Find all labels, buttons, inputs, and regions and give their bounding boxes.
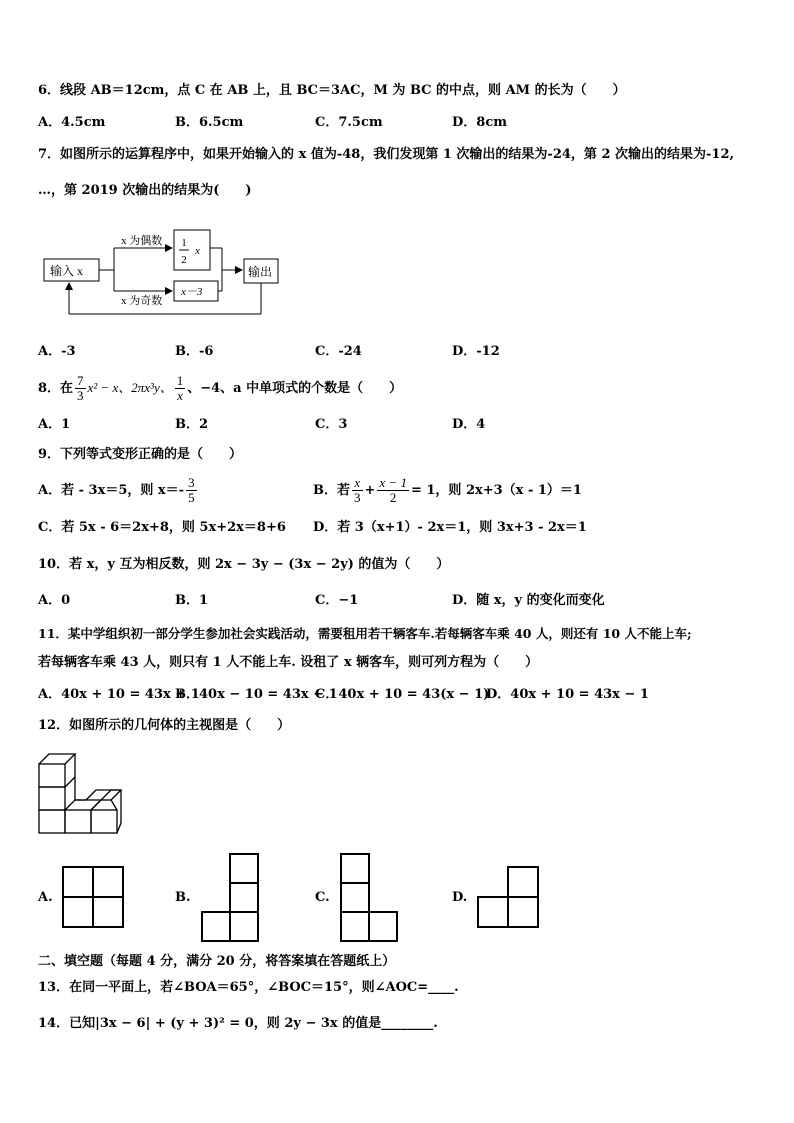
q7-stem-line1: 7．如图所示的运算程序中，如果开始输入的 x 值为-48，我们发现第 1 次输出的结果为-24，第 2 次输出的结果为-12, — [38, 147, 735, 162]
q10-stem: 10．若 x，y 互为相反数，则 2x − 3y − (3x − 2y) 的值为（ ） — [38, 557, 450, 572]
q6-stem: 6．线段 AB＝12cm，点 C 在 AB 上，且 BC＝3AC，M 为 BC 的中点，则 AM 的长为（ ） — [38, 83, 626, 98]
q13-stem: 13．在同一平面上，若∠BOA＝65°，∠BOC＝15°，则∠AOC=____. — [38, 980, 459, 995]
output-box — [244, 259, 278, 283]
q9-stem: 9．下列等式变形正确的是（ ） — [38, 447, 243, 462]
q12-solid-figure — [36, 750, 126, 836]
minus3-box — [174, 281, 218, 301]
q11-option-d: D．40x + 10 = 43x − 1 — [486, 687, 649, 702]
q9-option-b: B．若 $\frac{x}{3}$ + $\frac{x - 1}{2}$ = 1，则 2x+3（x - 1）＝1 — [313, 475, 582, 505]
q8-option-b: B．2 — [175, 417, 209, 432]
section2-heading: 二、填空题（每题 4 分，满分 20 分，将答案填在答题纸上） — [38, 954, 396, 969]
input-box — [44, 259, 99, 281]
svg-text:1: 1 — [181, 237, 187, 249]
q10-option-a: A．0 — [38, 593, 71, 608]
q12-label-b: B. — [175, 890, 191, 905]
svg-text:2: 2 — [181, 254, 187, 266]
q9-option-a: A．若 - 3x＝5，则 x＝- $\frac{3}{5}$ — [38, 475, 195, 505]
q11-option-c: C．40x + 10 = 43(x − 1) — [315, 687, 490, 702]
half-box — [174, 230, 210, 270]
svg-text:输出: 输出 — [248, 265, 273, 279]
q12-label-d: D. — [452, 890, 468, 905]
q12-stem: 12．如图所示的几何体的主视图是（ ） — [38, 718, 291, 733]
q7-option-a: A．-3 — [38, 344, 76, 359]
q10-option-d: D．随 x，y 的变化而变化 — [452, 593, 605, 608]
q8-option-d: D．4 — [452, 417, 486, 432]
q11-line2: 若每辆客车乘 43 人，则只有 1 人不能上车. 设租了 x 辆客车，则可列方程为（ ） — [38, 655, 539, 670]
q14-stem: 14．已知|3x − 6| + (y + 3)² = 0，则 2y − 3x 的值是________. — [38, 1016, 438, 1031]
q6-option-b: B．6.5cm — [175, 115, 244, 130]
q8-option-c: C．3 — [315, 417, 348, 432]
q12-option-d-figure — [477, 866, 541, 928]
q11-line1: 11．某中学组织初一部分学生参加社会实践活动，需要租用若干辆客车.若每辆客车乘 40 人，则还有 10 人不能上车; — [38, 626, 692, 641]
q10-option-b: B．1 — [175, 593, 209, 608]
even-label: x 为偶数 — [121, 235, 163, 247]
q9-option-c: C．若 5x - 6＝2x+8，则 5x+2x＝8+6 — [38, 520, 286, 535]
q6-option-a: A．4.5cm — [38, 115, 106, 130]
svg-text:输入 x: 输入 x — [50, 264, 84, 278]
q7-option-b: B．-6 — [175, 344, 214, 359]
q8-frac2: $\frac{1}{x}$ — [176, 373, 184, 403]
q12-option-c-figure — [339, 853, 401, 943]
q12-option-a-figure — [62, 866, 126, 928]
q11-option-a: A．40x + 10 = 43x + 1 — [38, 687, 200, 702]
q8-option-a: A．1 — [38, 417, 71, 432]
svg-text:x: x — [195, 245, 200, 257]
q7-option-d: D．-12 — [452, 344, 500, 359]
q7-option-c: C．-24 — [315, 344, 362, 359]
svg-text:x－3: x－3 — [181, 286, 203, 298]
q12-label-a: A. — [38, 890, 53, 905]
q10-option-c: C．−1 — [315, 593, 359, 608]
q8-frac1: $\frac{7}{3}$ — [77, 373, 84, 403]
odd-label: x 为奇数 — [121, 295, 163, 307]
q7-flowchart — [36, 226, 286, 321]
q6-option-c: C．7.5cm — [315, 115, 383, 130]
q8-stem: 8．在 $\frac{7}{3}$ x² − x、2πx³y、 $\frac{1}{x}$ 、−4、a 中单项式的个数是（ ） — [38, 373, 403, 403]
q6-option-d: D．8cm — [452, 115, 507, 130]
q7-stem-line2: …，第 2019 次输出的结果为( ) — [38, 183, 252, 198]
q12-label-c: C. — [315, 890, 330, 905]
q11-option-b: B．40x − 10 = 43x − 1 — [175, 687, 338, 702]
q12-option-b-figure — [200, 853, 262, 943]
q9-option-d: D．若 3（x+1）- 2x＝1，则 3x+3 - 2x＝1 — [313, 520, 587, 535]
